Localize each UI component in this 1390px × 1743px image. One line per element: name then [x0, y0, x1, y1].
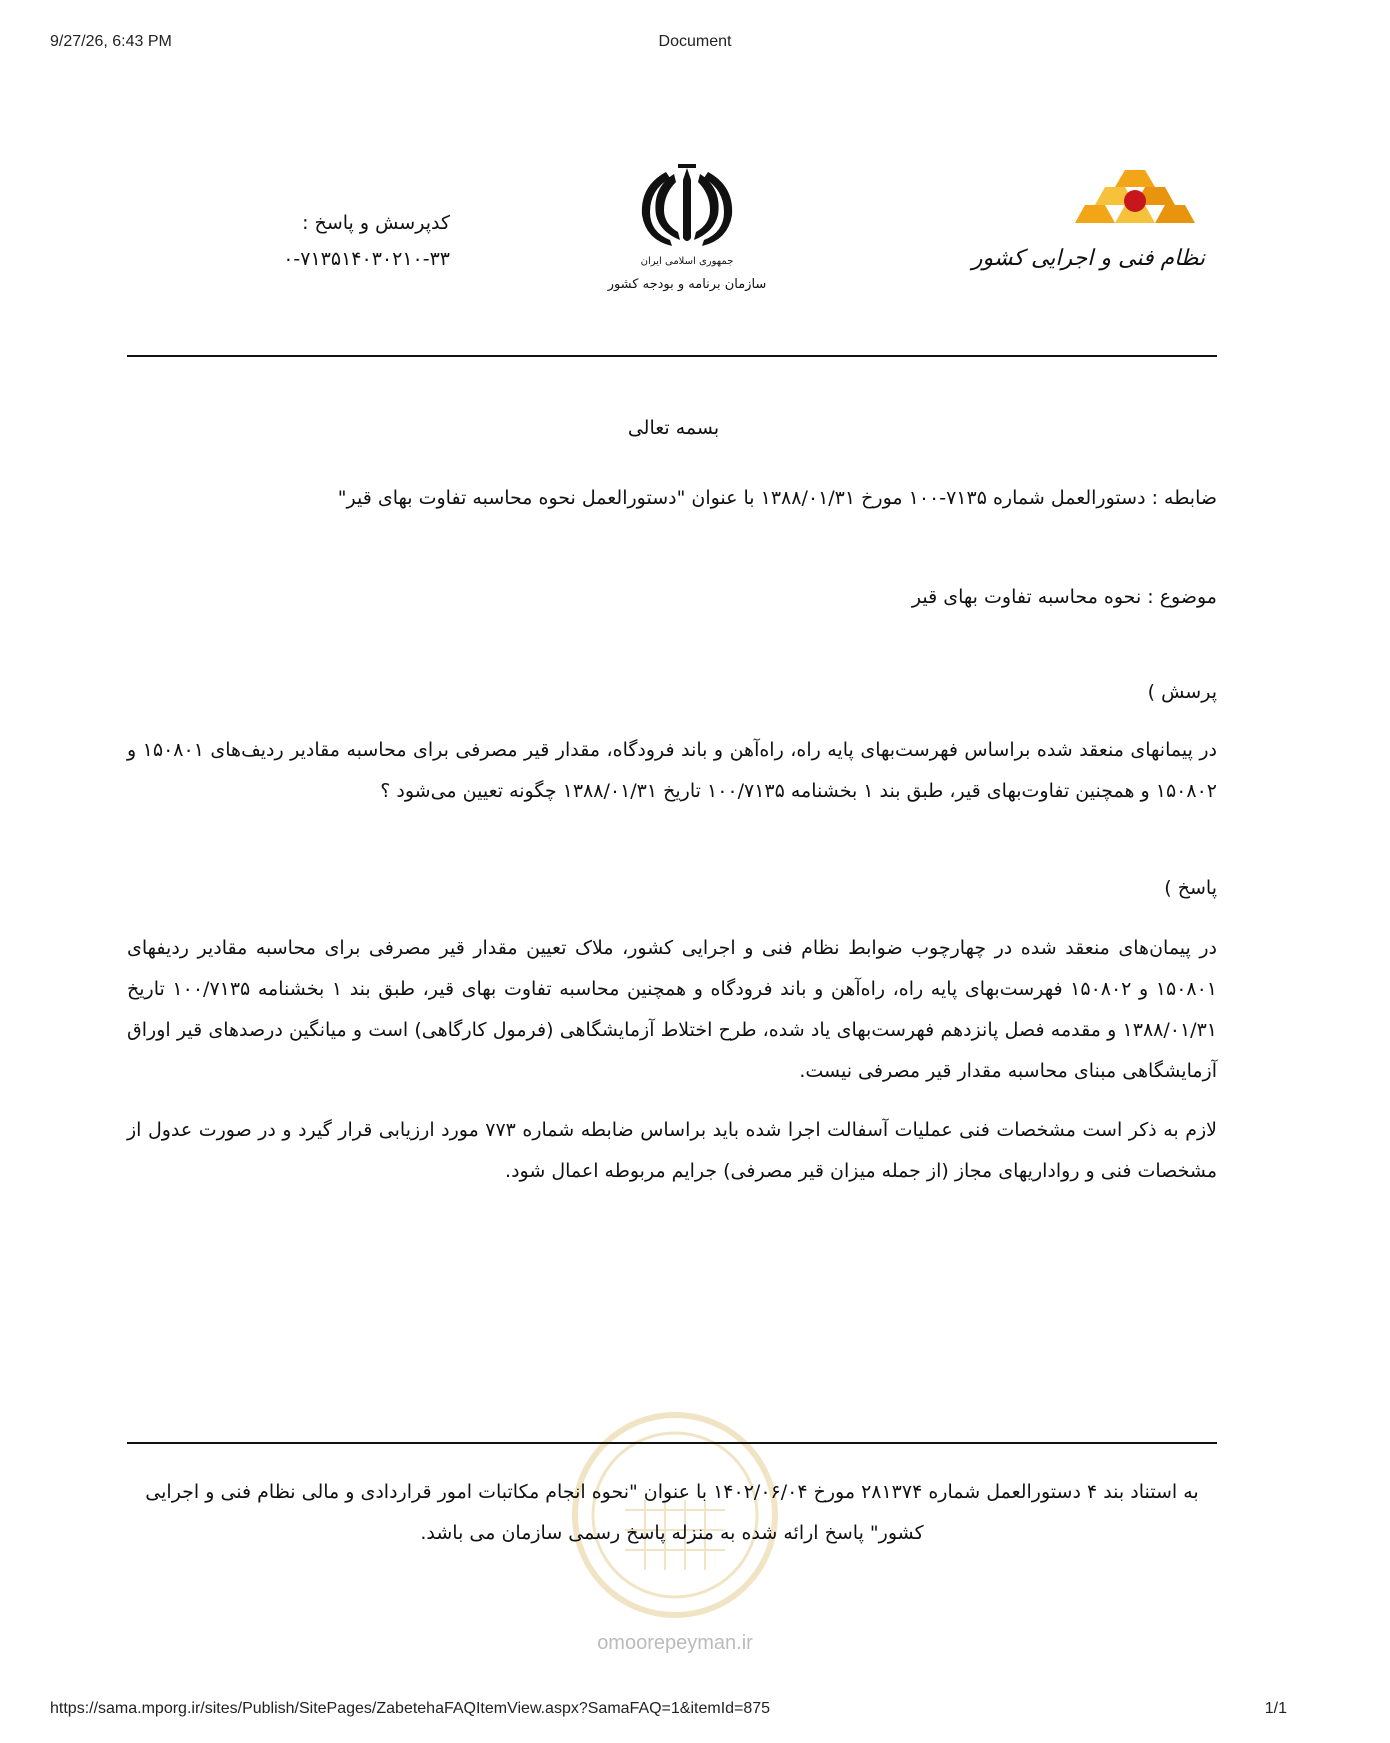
bismillah-heading: بسمه تعالی	[627, 417, 720, 439]
print-title: Document	[658, 33, 732, 50]
iran-emblem-logo	[607, 160, 767, 310]
print-url: https://sama.mporg.ir/sites/Publish/SitePages/ZabetehaFAQItemView.aspx?SamaFAQ=1&itemId=875	[50, 1700, 771, 1717]
subject-line: موضوع : نحوه محاسبه تفاوت بهای قیر	[911, 586, 1217, 608]
faq-code-block	[220, 205, 450, 277]
question-text: در پیمانهای منعقد شده براساس فهرست‌بهای پایه راه، راه‌آهن و باند فرودگاه، مقدار قیر مصرفی برای محاسبه مقادیر ردیف‌های ۱۵۰۸۰۱ و ۱۵۰۸۰۲ و همچنین تفاوت‌بهای قیر، طبق بند ۱ بخشنامه ۱۰۰/۷۱۳۵ تاریخ ۱۳۸۸/۰۱/۳۱ چگونه تعیین می‌شود ؟	[127, 739, 1217, 802]
watermark-site: omoorepeyman.ir	[597, 1632, 753, 1654]
print-datetime: 9/27/26, 6:43 PM	[50, 33, 172, 50]
header-divider	[127, 355, 1217, 357]
official-answer-note: به استناد بند ۴ دستورالعمل شماره ۲۸۱۳۷۴ مورخ ۱۴۰۲/۰۶/۰۴ با عنوان "نحوه انجام مکاتبات امور قراردادی و مالی نظام فنی و اجرایی کشور" پاسخ ارائه شده به منزله پاسخ رسمی سازمان می باشد.	[145, 1481, 1199, 1544]
print-footer	[0, 1700, 1347, 1730]
faq-code-value: ۰-۷۱۳۵۱۴۰۳۰۲۱۰-۳۳	[283, 248, 450, 270]
emblem-caption-2: سازمان برنامه و بودجه کشور	[607, 277, 767, 292]
faq-code-label: کدپرسش و پاسخ :	[302, 212, 450, 234]
question-heading: پرسش )	[1147, 681, 1217, 703]
nezam-fanni-logo	[971, 165, 1215, 305]
footer-divider	[127, 1442, 1217, 1444]
emblem-caption-1: جمهوری اسلامی ایران	[640, 256, 734, 267]
answer-text: در پیمان‌های منعقد شده در چهارچوب ضوابط نظام فنی و اجرایی کشور، ملاک تعیین مقدار قیر مصرفی برای محاسبه مقادیر ردیفهای ۱۵۰۸۰۱ و ۱۵۰۸۰۲ فهرست‌بهای پایه راه، راه‌آهن و باند فرودگاه و همچنین محاسبه تفاوت بهای قیر، طبق بند ۱ بخشنامه ۱۰۰/۷۱۳۵ تاریخ ۱۳۸۸/۰۱/۳۱ و مقدمه فصل پانزدهم فهرست‌بهای یاد شده، طرح اختلاط آزمایشگاهی (فرمول کارگاهی) است و میانگین درصدهای قیر اوراق آزمایشگاهی مبنای محاسبه مقدار قیر مصرفی نیست.	[127, 937, 1218, 1082]
answer-heading: پاسخ )	[1164, 877, 1217, 899]
print-page-number: 1/1	[1264, 1700, 1287, 1717]
note-text: لازم به ذکر است مشخصات فنی عملیات آسفالت اجرا شده باید براساس ضابطه شماره ۷۷۳ مورد ارزیابی قرار گیرد و در صورت عدول از مشخصات فنی و رواداریهای مجاز (از جمله میزان قیر مصرفی) جرایم مربوطه اعمال شود.	[127, 1119, 1217, 1182]
zabeteh-line: ضابطه : دستورالعمل شماره ۷۱۳۵-۱۰۰ مورخ ۱۳۸۸/۰۱/۳۱ با عنوان "دستورالعمل نحوه محاسبه تفاوت بهای قیر"	[337, 487, 1217, 509]
nezam-caption: نظام فنی و اجرایی کشور	[971, 246, 1205, 271]
print-header	[0, 33, 1347, 63]
